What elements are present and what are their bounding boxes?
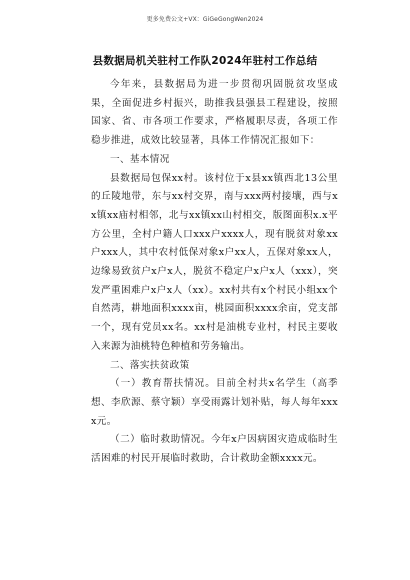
education-aid-paragraph: （一）教育帮扶情况。目前全村共x名学生（高季想、李欣源、蔡守颖）享受雨露计划补贴，每人每年xxxx元。 xyxy=(91,378,338,427)
section-heading-basic-info: 一、基本情况 xyxy=(110,153,170,165)
document-body xyxy=(91,76,338,469)
basic-info-paragraph: 县数据局包保xx村。该村位于x县xx镇西北13公里的丘陵地带，东与xx村交界，南与xxx两村接壤，西与xx镇xx庙村相邻，北与xx镇xx山村相交，版图面积x.x平方公里，全村户籍人口xxx户xxxx人，现有脱贫对象xx户xxx人，其中农村低保对象x户xx人，五保对象xx人，边缘易致贫户x户x人，脱贫不稳定户x户x人（xxx），突发严重困难户x户x人（xx）。xx村共有x个村民小组xx个自然湾，耕地面积xxxx亩，桃园面积xxxx余亩，党支部一个，现有党员xx名。xx村是油桃专业村，村民主要收入来源为油桃特色种植和劳务输出。 xyxy=(91,172,338,352)
temporary-relief-paragraph: （二）临时救助情况。今年x户因病困灾造成临时生活困难的村民开展临时救助，合计救助金额xxxx元。 xyxy=(91,434,338,465)
header-note: 更多免费公文+VX：GiGeGongWen2024 xyxy=(146,16,264,23)
document-title: 县数据局机关驻村工作队2024年驻村工作总结 xyxy=(92,55,318,67)
intro-paragraph: 今年来，县数据局为进一步贯彻巩固脱贫攻坚成果，全面促进乡村振兴，助推我县强县工程建设，按照国家、省、市各项工作要求，严格履职尽责，各项工作稳步推进，成效比较显著，具体工作情况汇报如下： xyxy=(91,79,338,147)
section-heading-policy: 二、落实扶贫政策 xyxy=(110,359,190,371)
